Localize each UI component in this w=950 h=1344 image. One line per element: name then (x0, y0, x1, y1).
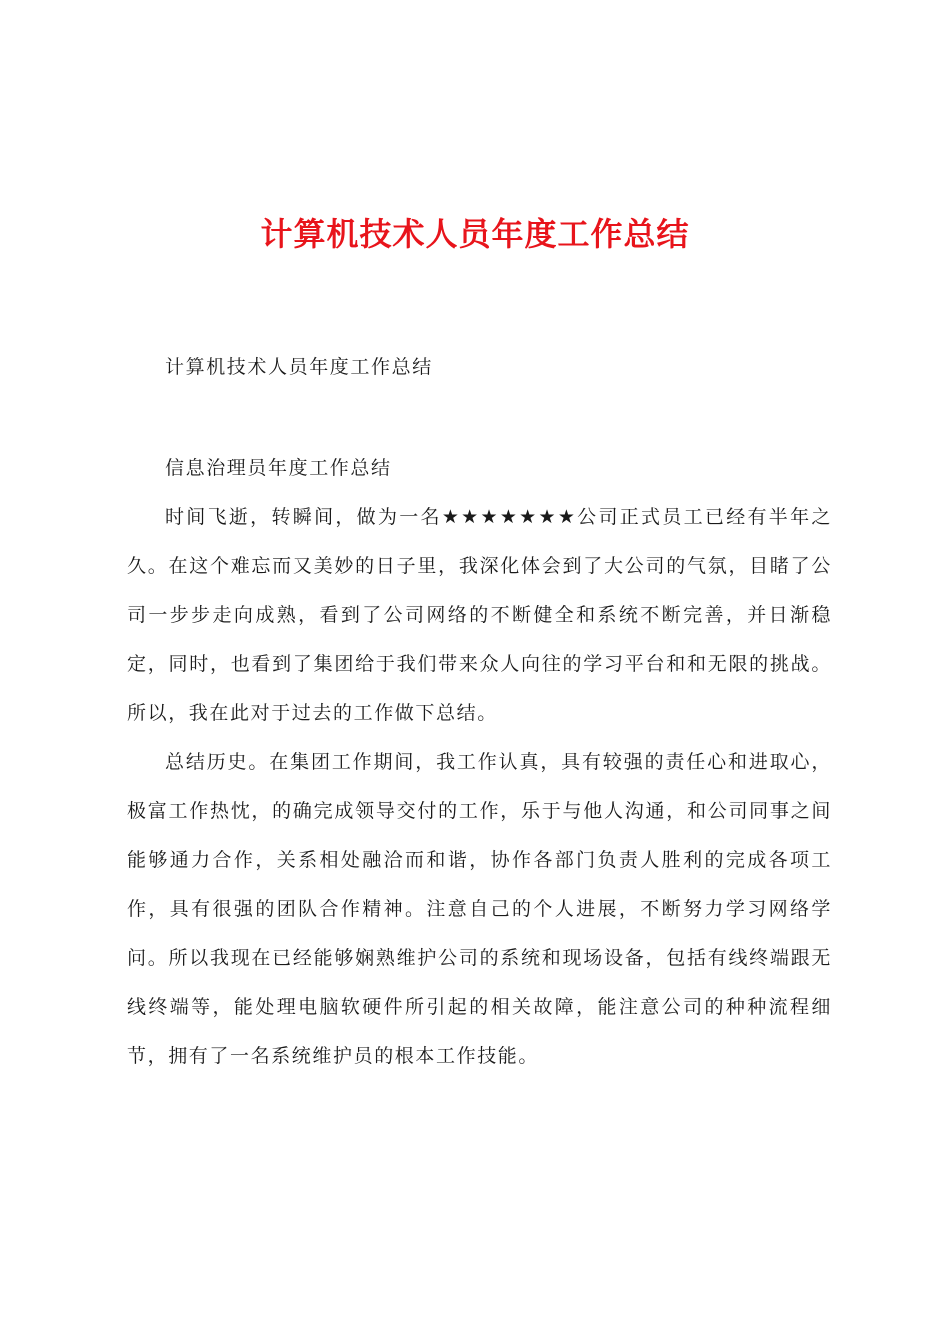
document-subtitle: 计算机技术人员年度工作总结 (165, 356, 433, 378)
section-heading: 信息治理员年度工作总结 (165, 457, 392, 479)
document-body (127, 444, 832, 1081)
body-paragraph: 时间飞逝，转瞬间，做为一名★★★★★★★公司正式员工已经有半年之久。在这个难忘而又美妙的日子里，我深化体会到了大公司的气氛，目睹了公司一步步走向成熟，看到了公司网络的不断健全和系统不断完善，并日渐稳定，同时，也看到了集团给于我们带来众人向往的学习平台和和无限的挑战。所以，我在此对于过去的工作做下总结。 (127, 506, 832, 724)
body-paragraph: 总结历史。在集团工作期间，我工作认真，具有较强的责任心和进取心，极富工作热忱，的确完成领导交付的工作，乐于与他人沟通，和公司同事之间能够通力合作，关系相处融洽而和谐，协作各部门负责人胜利的完成各项工作，具有很强的团队合作精神。注意自己的个人进展，不断努力学习网络学问。所以我现在已经能够娴熟维护公司的系统和现场设备，包括有线终端跟无线终端等，能处理电脑软硬件所引起的相关故障，能注意公司的种种流程细节，拥有了一名系统维护员的根本工作技能。 (127, 751, 832, 1067)
document-subtitle-block (127, 343, 832, 392)
document-title: 计算机技术人员年度工作总结 (260, 215, 690, 253)
